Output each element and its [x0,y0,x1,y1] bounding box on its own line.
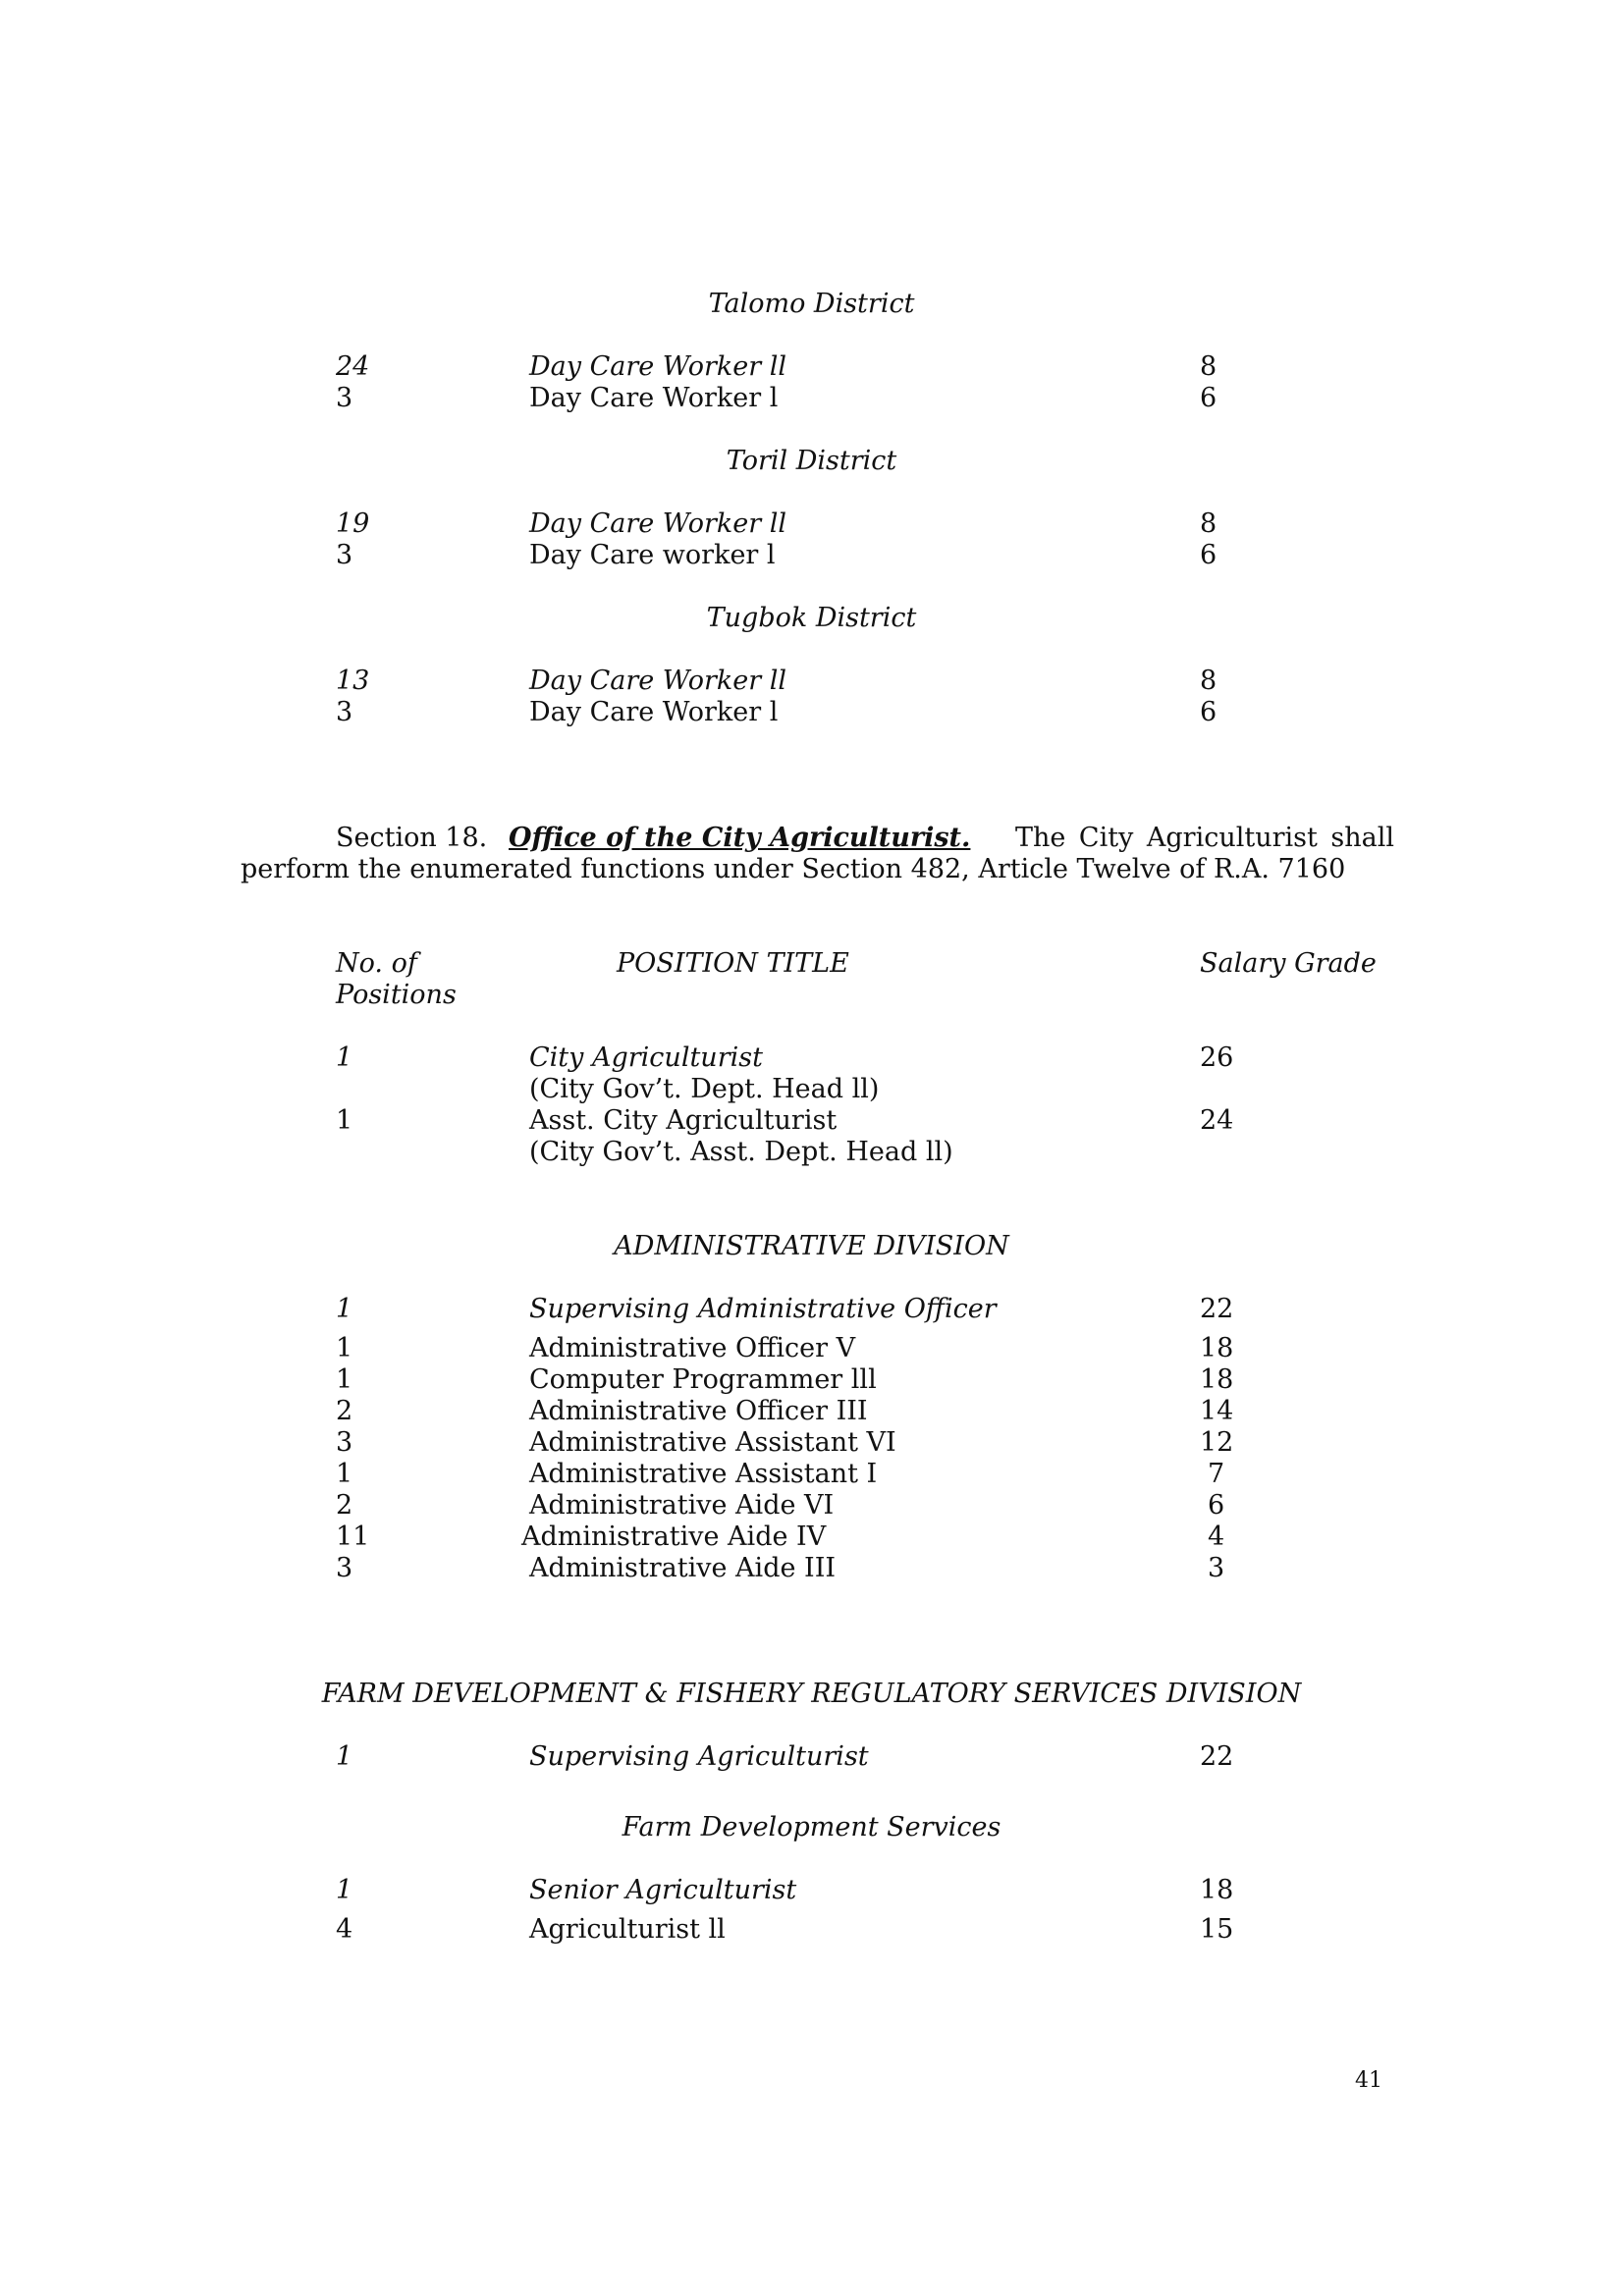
position-count: 1 [336,1042,353,1073]
position-count: 13 [336,666,370,696]
section-text-line: The City Agriculturist shall [1015,823,1394,853]
position-count: 2 [336,1396,353,1426]
district-heading: Tugbok District [706,603,917,633]
column-header-count: No. of [336,948,417,979]
division-heading: FARM DEVELOPMENT & FISHERY REGULATORY SERVICES DIVISION [321,1679,1302,1709]
position-count: 11 [336,1522,370,1552]
section-text-line: perform the enumerated functions under Section 482, Article Twelve of R.A. 7160 [241,854,1346,884]
column-header-count: Positions [336,980,457,1010]
position-title: City Agriculturist [529,1042,763,1073]
salary-grade: 4 [1208,1522,1225,1552]
salary-grade: 8 [1200,666,1217,696]
salary-grade: 22 [1200,1294,1234,1324]
district-heading: Toril District [726,446,897,476]
district-heading: Talomo District [708,289,915,319]
position-title: Day Care worker l [529,540,776,570]
position-title-note: (City Gov’t. Asst. Dept. Head ll) [529,1137,953,1167]
salary-grade: 22 [1200,1741,1234,1772]
section-title: Office of the City Agriculturist. [509,823,971,853]
position-count: 1 [336,1333,353,1363]
column-header-title: POSITION TITLE [617,948,849,979]
position-count: 1 [336,1459,353,1489]
position-title: Asst. City Agriculturist [529,1105,838,1136]
position-count: 1 [336,1741,353,1772]
salary-grade: 14 [1200,1396,1234,1426]
position-count: 1 [336,1875,353,1905]
position-count: 19 [336,508,370,539]
salary-grade: 18 [1200,1364,1234,1395]
position-title: Supervising Agriculturist [529,1741,869,1772]
salary-grade: 15 [1200,1914,1234,1945]
position-count: 4 [336,1914,353,1945]
position-count: 1 [336,1364,353,1395]
salary-grade: 24 [1200,1105,1234,1136]
salary-grade: 18 [1200,1875,1234,1905]
salary-grade: 6 [1200,383,1217,413]
position-count: 3 [336,1427,353,1458]
subdivision-heading: Farm Development Services [622,1812,1001,1842]
position-count: 1 [336,1105,353,1136]
salary-grade: 6 [1200,540,1217,570]
column-header-grade: Salary Grade [1200,948,1377,979]
position-title: Administrative Aide IV [521,1522,827,1552]
position-count: 3 [336,1553,353,1583]
position-title: Administrative Aide III [529,1553,837,1583]
position-title: Day Care Worker ll [529,508,786,539]
section-number: Section 18. [336,823,488,853]
salary-grade: 8 [1200,351,1217,382]
salary-grade: 7 [1208,1459,1225,1489]
salary-grade: 8 [1200,508,1217,539]
salary-grade: 12 [1200,1427,1234,1458]
page-number: 41 [1355,2068,1382,2093]
position-count: 1 [336,1294,353,1324]
position-count: 24 [336,351,370,382]
position-count: 2 [336,1490,353,1521]
position-title: Senior Agriculturist [529,1875,797,1905]
division-heading: ADMINISTRATIVE DIVISION [614,1231,1009,1261]
position-title: Day Care Worker l [529,697,779,727]
position-count: 3 [336,383,353,413]
position-title: Day Care Worker l [529,383,779,413]
position-title: Administrative Officer III [529,1396,868,1426]
position-title: Computer Programmer lll [529,1364,877,1395]
position-count: 3 [336,540,353,570]
salary-grade: 6 [1200,697,1217,727]
position-title: Agriculturist ll [529,1914,726,1945]
position-title: Administrative Officer V [529,1333,856,1363]
position-title-note: (City Gov’t. Dept. Head ll) [529,1074,880,1104]
salary-grade: 6 [1208,1490,1225,1521]
position-title: Administrative Assistant VI [529,1427,896,1458]
position-title: Day Care Worker ll [529,666,786,696]
position-title: Supervising Administrative Officer [529,1294,997,1324]
position-title: Day Care Worker ll [529,351,786,382]
salary-grade: 3 [1208,1553,1225,1583]
salary-grade: 26 [1200,1042,1234,1073]
position-title: Administrative Aide VI [529,1490,835,1521]
salary-grade: 18 [1200,1333,1234,1363]
position-title: Administrative Assistant I [529,1459,878,1489]
position-count: 3 [336,697,353,727]
